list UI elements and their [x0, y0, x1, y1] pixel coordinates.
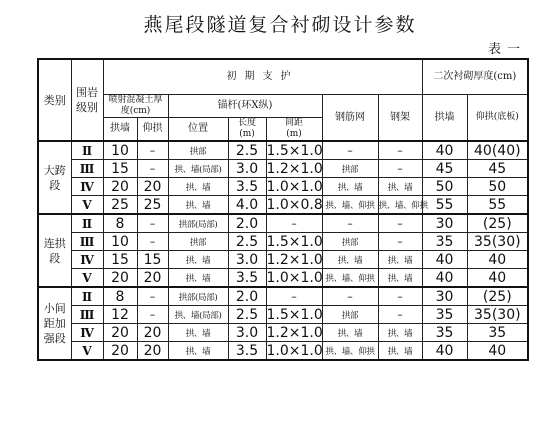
header-sec-invert: 仰拱(底板)	[467, 95, 528, 142]
rock-grade-cell: Ⅲ	[71, 160, 103, 178]
mesh-cell: –	[322, 141, 378, 160]
lining-arch-wall-cell: 45	[422, 160, 467, 178]
lining-arch-wall-cell: 40	[422, 269, 467, 288]
group-name: 小间距加强段	[38, 287, 71, 360]
mesh-cell: 拱、墙、仰拱	[322, 196, 378, 215]
shotcrete-arch-wall-cell: 15	[103, 251, 137, 269]
table-row	[38, 214, 528, 233]
steel-arch-cell: –	[378, 141, 422, 160]
steel-arch-cell: –	[378, 287, 422, 306]
lining-invert-cell: 35	[467, 324, 528, 342]
lining-invert-cell: 40	[467, 269, 528, 288]
shotcrete-arch-wall-cell: 20	[103, 324, 137, 342]
shotcrete-invert-cell: –	[137, 160, 168, 178]
steel-arch-cell: –	[378, 233, 422, 251]
lining-arch-wall-cell: 30	[422, 214, 467, 233]
bolt-spacing-cell: 1.0×1.0	[266, 269, 323, 286]
bolt-position-cell: 拱、墙	[168, 324, 228, 342]
shotcrete-arch-wall-cell: 10	[103, 233, 137, 251]
shotcrete-invert-cell: 25	[137, 196, 168, 215]
rock-grade-cell: Ⅲ	[71, 306, 103, 324]
table-row	[38, 251, 528, 269]
table-row	[38, 287, 528, 306]
header-sc-arch-wall: 拱墙	[103, 118, 137, 142]
bolt-length-cell: 3.0	[228, 324, 266, 342]
rock-grade-cell: Ⅲ	[71, 233, 103, 251]
rock-grade-cell: Ⅴ	[71, 196, 103, 215]
bolt-spacing-cell: –	[266, 214, 322, 233]
shotcrete-arch-wall-cell: 15	[103, 160, 137, 178]
bolt-position-cell: 拱、墙(局部)	[168, 160, 228, 178]
bolt-spacing-cell: 1.5×1.0	[266, 306, 323, 323]
bolt-length-cell: 3.0	[228, 251, 266, 269]
bolt-spacing-cell: 1.0×0.8	[266, 196, 323, 213]
mesh-cell: 拱部	[322, 160, 378, 178]
table-row	[38, 233, 528, 251]
group-name: 连拱段	[38, 214, 71, 287]
shotcrete-invert-cell: –	[137, 141, 168, 160]
lining-arch-wall-cell: 30	[422, 287, 467, 306]
table-row	[38, 342, 528, 361]
header-bolt-length: 长度 (m)	[228, 118, 266, 142]
shotcrete-arch-wall-cell: 10	[103, 141, 137, 160]
lining-arch-wall-cell: 35	[422, 233, 467, 251]
bolt-position-cell: 拱部	[168, 233, 228, 251]
lining-invert-cell: 40(40)	[467, 141, 528, 160]
bolt-position-cell: 拱、墙	[168, 178, 228, 196]
bolt-position-cell: 拱部	[168, 141, 228, 160]
bolt-spacing-cell: 1.5×1.0	[266, 142, 323, 159]
bolt-spacing-cell: 1.2×1.0	[266, 160, 323, 177]
rock-grade-cell: Ⅳ	[71, 178, 103, 196]
shotcrete-arch-wall-cell: 20	[103, 178, 137, 196]
table-row	[38, 196, 528, 215]
shotcrete-arch-wall-cell: 20	[103, 269, 137, 288]
bolt-length-cell: 4.0	[228, 196, 266, 215]
header-secondary-lining: 二次衬砌厚度(cm)	[422, 59, 528, 95]
bolt-spacing-cell: 1.0×1.0	[266, 178, 323, 195]
lining-invert-cell: (25)	[467, 214, 528, 233]
rock-grade-cell: Ⅱ	[71, 287, 103, 306]
lining-arch-wall-cell: 55	[422, 196, 467, 215]
bolt-position-cell: 拱部(局部)	[168, 287, 228, 306]
header-rock-grade: 围岩级别	[71, 59, 103, 141]
rock-grade-cell: Ⅴ	[71, 269, 103, 288]
rock-grade-cell: Ⅱ	[71, 141, 103, 160]
mesh-cell: 拱、墙	[322, 178, 378, 196]
bolt-length-cell: 2.5	[228, 306, 266, 324]
lining-invert-cell: 35(30)	[467, 306, 528, 324]
lining-invert-cell: (25)	[467, 287, 528, 306]
shotcrete-invert-cell: 20	[137, 178, 168, 196]
lining-parameter-table	[37, 58, 529, 361]
shotcrete-arch-wall-cell: 20	[103, 342, 137, 361]
table-row	[38, 141, 528, 160]
steel-arch-cell: –	[378, 214, 422, 233]
lining-arch-wall-cell: 50	[422, 178, 467, 196]
lining-arch-wall-cell: 40	[422, 342, 467, 361]
bolt-position-cell: 拱、墙(局部)	[168, 306, 228, 324]
lining-invert-cell: 55	[467, 196, 528, 215]
bolt-length-cell: 2.0	[228, 287, 266, 306]
mesh-cell: 拱部	[322, 233, 378, 251]
shotcrete-arch-wall-cell: 8	[103, 214, 137, 233]
shotcrete-invert-cell: –	[137, 214, 168, 233]
header-bolt-spacing: 间距 (m)	[266, 118, 322, 142]
steel-arch-cell: 拱、墙	[378, 269, 422, 288]
header-bolt-position: 位置	[168, 118, 228, 142]
shotcrete-invert-cell: 15	[137, 251, 168, 269]
group-name: 大跨段	[38, 141, 71, 214]
shotcrete-invert-cell: –	[137, 306, 168, 324]
mesh-cell: 拱、墙、仰拱	[322, 269, 378, 288]
bolt-spacing-cell: –	[266, 287, 322, 306]
steel-arch-cell: 拱、墙	[378, 251, 422, 269]
header-sec-arch-wall: 拱墙	[422, 95, 467, 142]
bolt-length-cell: 3.5	[228, 342, 266, 361]
shotcrete-invert-cell: 20	[137, 269, 168, 288]
page-title: 燕尾段隧道复合衬砌设计参数	[143, 14, 417, 36]
shotcrete-invert-cell: 20	[137, 324, 168, 342]
shotcrete-invert-cell: –	[137, 233, 168, 251]
shotcrete-invert-cell: –	[137, 287, 168, 306]
lining-invert-cell: 40	[467, 342, 528, 361]
mesh-cell: –	[322, 287, 378, 306]
shotcrete-arch-wall-cell: 12	[103, 306, 137, 324]
bolt-position-cell: 拱、墙	[168, 251, 228, 269]
bolt-position-cell: 拱、墙	[168, 342, 228, 361]
bolt-length-cell: 3.5	[228, 269, 266, 288]
header-shotcrete: 喷射混凝土厚度(cm)	[103, 95, 168, 118]
lining-invert-cell: 40	[467, 251, 528, 269]
rock-grade-cell: Ⅳ	[71, 324, 103, 342]
shotcrete-arch-wall-cell: 8	[103, 287, 137, 306]
header-steel-arch: 钢架	[378, 95, 422, 142]
bolt-length-cell: 2.0	[228, 214, 266, 233]
mesh-cell: 拱部	[322, 306, 378, 324]
table-row	[38, 324, 528, 342]
table-row	[38, 178, 528, 196]
bolt-spacing-cell: 1.0×1.0	[266, 342, 323, 359]
shotcrete-invert-cell: 20	[137, 342, 168, 361]
rock-grade-cell: Ⅴ	[71, 342, 103, 361]
mesh-cell: –	[322, 214, 378, 233]
steel-arch-cell: –	[378, 306, 422, 324]
lining-invert-cell: 45	[467, 160, 528, 178]
lining-invert-cell: 35(30)	[467, 233, 528, 251]
mesh-cell: 拱、墙	[322, 251, 378, 269]
bolt-spacing-cell: 1.5×1.0	[266, 233, 323, 250]
shotcrete-arch-wall-cell: 25	[103, 196, 137, 215]
mesh-cell: 拱、墙、仰拱	[322, 342, 378, 361]
lining-arch-wall-cell: 40	[422, 141, 467, 160]
steel-arch-cell: 拱、墙	[378, 178, 422, 196]
header-mesh: 钢筋网	[322, 95, 378, 142]
header-bolt: 锚杆(环X纵)	[168, 95, 322, 118]
bolt-spacing-cell: 1.2×1.0	[266, 324, 323, 341]
table-row	[38, 160, 528, 178]
bolt-length-cell: 2.5	[228, 141, 266, 160]
header-category: 类别	[38, 59, 71, 141]
bolt-position-cell: 拱、墙	[168, 269, 228, 288]
steel-arch-cell: 拱、墙	[378, 324, 422, 342]
table-row	[38, 269, 528, 288]
bolt-position-cell: 拱部(局部)	[168, 214, 228, 233]
lining-invert-cell: 50	[467, 178, 528, 196]
bolt-length-cell: 2.5	[228, 233, 266, 251]
bolt-spacing-cell: 1.2×1.0	[266, 251, 323, 268]
rock-grade-cell: Ⅱ	[71, 214, 103, 233]
header-sc-invert: 仰拱	[137, 118, 168, 142]
lining-arch-wall-cell: 35	[422, 324, 467, 342]
bolt-position-cell: 拱、墙	[168, 196, 228, 215]
table-row	[38, 306, 528, 324]
steel-arch-cell: –	[378, 160, 422, 178]
header-initial-support: 初期支护	[103, 59, 422, 95]
bolt-length-cell: 3.5	[228, 178, 266, 196]
bolt-length-cell: 3.0	[228, 160, 266, 178]
mesh-cell: 拱、墙	[322, 324, 378, 342]
table-number: 表一	[488, 42, 527, 57]
lining-arch-wall-cell: 40	[422, 251, 467, 269]
lining-arch-wall-cell: 35	[422, 306, 467, 324]
rock-grade-cell: Ⅳ	[71, 251, 103, 269]
steel-arch-cell: 拱、墙	[378, 342, 422, 361]
steel-arch-cell: 拱、墙、仰拱	[378, 196, 422, 215]
